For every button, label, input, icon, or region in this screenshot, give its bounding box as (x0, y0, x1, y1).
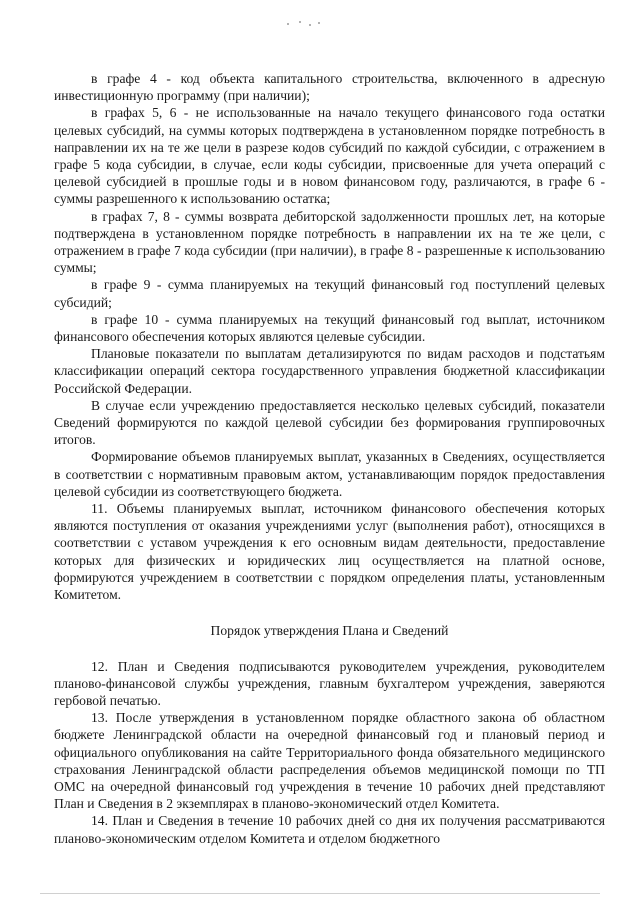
paragraph-item-12: 12. План и Сведения подписываются руководителем учреждения, руководителем планово-финансовой службы учреждения, главным бухгалтером учреждения, заверяются гербовой печатью. (54, 658, 605, 708)
scan-noise (285, 20, 325, 28)
paragraph-payment-volumes: Формирование объемов планируемых выплат, указанных в Сведениях, осуществляется в соответствии с нормативным правовым актом, устанавливающим порядок предоставления целевой субсидии из соответствующего бюджета. (54, 449, 605, 499)
paragraph-column-10: в графе 10 - сумма планируемых на текущий финансовый год выплат, источником финансового обеспечения которых являются целевые субсидии. (54, 311, 605, 345)
paragraph-item-14: 14. План и Сведения в течение 10 рабочих дней со дня их получения рассматриваются планово-экономическим отделом Комитета и отделом бюджетного (54, 813, 605, 846)
paragraph-column-9: в графе 9 - сумма планируемых на текущий финансовый год поступлений целевых субсидий; (54, 277, 605, 310)
paragraph-planned-indicators: Плановые показатели по выплатам детализируются по видам расходов и подстатьям классификации операций сектора государственного управления бюджетной классификации Российской Федерации. (54, 346, 605, 396)
paragraph-columns-5-6: в графах 5, 6 - не использованные на начало текущего финансового года остатки целевых субсидий, на суммы которых подтверждена в установленном порядке потребность в направлении их на те же цели в разрезе кодов субсидий по каждой субсидии, с отражением в графе 5 кода субсидии, в случае, если коды субсидии, присвоенные для учета операций с целевой субсидией в прошлые годы и в новом финансовом году, различаются, в графе 6 - суммы разрешенного к использованию остатка; (54, 105, 605, 207)
paragraph-columns-7-8: в графах 7, 8 - суммы возврата дебиторской задолженности прошлых лет, на которые подтверждена в установленном порядке потребность в направлении их на те же цели, с отражением в графе 7 кода субсидии (при наличии), в графе 8 - разрешенные к использованию суммы; (54, 208, 605, 276)
scan-edge-line (40, 893, 600, 894)
document-page (54, 70, 605, 847)
paragraph-column-4: в графе 4 - код объекта капитального строительства, включенного в адресную инвестиционную программу (при наличии); (54, 71, 605, 104)
paragraph-item-13: 13. После утверждения в установленном порядке областного закона об областном бюджете Ленинградской области на очередной финансовый год и плановый период и официального опубликования на сайте Территориального фонда обязательного медицинского страхования Ленинградской области распределения объемов медицинской помощи по ТП ОМС на очередной финансовый год учреждения в течение 10 рабочих дней представляют План и Сведения в 2 экземплярах в планово-экономический отдел Комитета. (54, 710, 605, 812)
section-heading: Порядок утверждения Плана и Сведений (210, 623, 449, 639)
paragraph-item-11: 11. Объемы планируемых выплат, источником финансового обеспечения которых являются поступления от оказания учреждениями услуг (выполнения работ), относящихся в соответствии с уставом учреждения к его основным видам деятельности, предоставление которых для физических и юридических лиц осуществляется на платной основе, формируются учреждением в соответствии с порядком определения платы, установленным Комитетом. (54, 501, 605, 603)
paragraph-multiple-subsidies: В случае если учреждению предоставляется несколько целевых субсидий, показатели Сведений формируются по каждой целевой субсидии без формирования группировочных итогов. (54, 397, 605, 448)
